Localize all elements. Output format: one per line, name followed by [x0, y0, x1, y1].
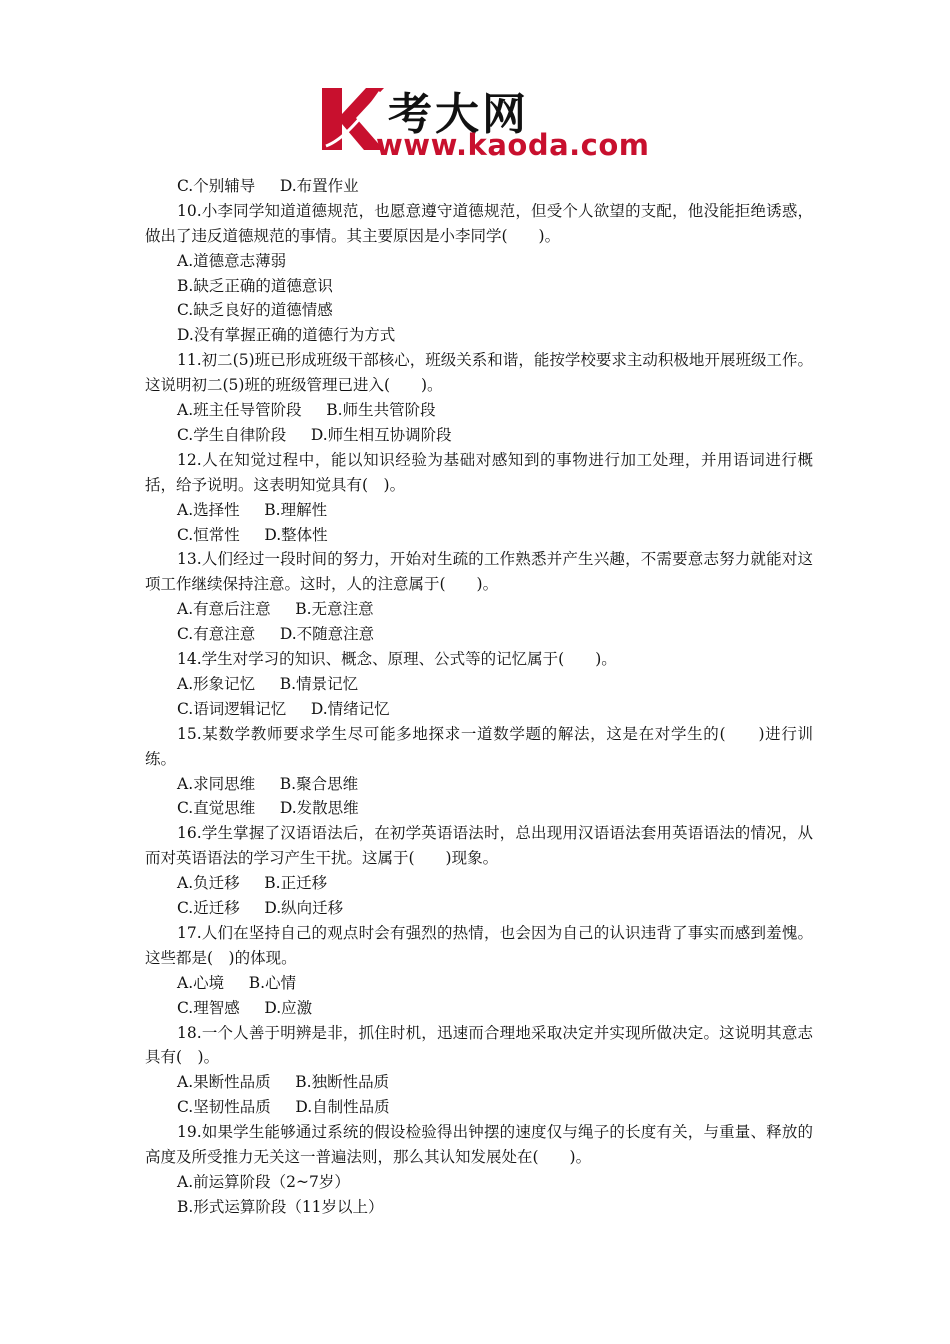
question-16: 16.学生掌握了汉语语法后，在初学英语语法时，总出现用汉语语法套用英语语法的情况，从而对英语语法的学习产生干扰。这属于( )现象。 — [145, 824, 813, 868]
option-line: A.求同思维 B.聚合思维 — [177, 774, 359, 793]
option-line: C.学生自律阶段 D.师生相互协调阶段 — [177, 425, 452, 444]
question-content — [145, 174, 813, 1220]
question-13: 13.人们经过一段时间的努力，开始对生疏的工作熟悉并产生兴趣，不需要意志努力就能对这项工作继续保持注意。这时，人的注意属于( )。 — [145, 550, 813, 594]
option-line: A.选择性 B.理解性 — [177, 500, 328, 519]
question-19: 19.如果学生能够通过系统的假设检验得出钟摆的速度仅与绳子的长度有关，与重量、释放的高度及所受推力无关这一普遍法则，那么其认知发展处在( )。 — [145, 1123, 813, 1167]
option-line: B.缺乏正确的道德意识 — [177, 276, 333, 295]
option-line: A.负迁移 B.正迁移 — [177, 874, 328, 893]
option-line: A.形象记忆 B.情景记忆 — [177, 674, 359, 693]
option-line: A.果断性品质 B.独断性品质 — [177, 1073, 390, 1092]
question-10: 10.小李同学知道道德规范，也愿意遵守道德规范，但受个人欲望的支配，他没能拒绝诱惑，做出了违反道德规范的事情。其主要原因是小李同学( )。 — [145, 201, 813, 245]
option-line: C.缺乏良好的道德情感 — [177, 301, 333, 320]
option-line: A.有意后注意 B.无意注意 — [177, 600, 374, 619]
option-line: C.语词逻辑记忆 D.情绪记忆 — [177, 699, 390, 718]
option-line: C.理智感 D.应激 — [177, 998, 313, 1017]
option-line: A.前运算阶段（2~7岁） — [177, 1172, 350, 1191]
option-line: C.直觉思维 D.发散思维 — [177, 799, 359, 818]
logo-url-text: www.kaoda.com — [376, 128, 650, 162]
option-line: D.没有掌握正确的道德行为方式 — [177, 326, 396, 345]
option-line: C.恒常性 D.整体性 — [177, 525, 328, 544]
option-line: A.道德意志薄弱 — [177, 251, 287, 270]
option-line: C.个别辅导 D.布置作业 — [177, 177, 359, 195]
option-line: C.坚韧性品质 D.自制性品质 — [177, 1098, 390, 1117]
option-line: B.形式运算阶段（11岁以上） — [177, 1197, 384, 1216]
logo-chinese-text: 考大网 — [388, 89, 529, 140]
question-14: 14.学生对学习的知识、概念、原理、公式等的记忆属于( )。 — [177, 650, 617, 669]
option-line: A.班主任导管阶段 B.师生共管阶段 — [177, 401, 436, 420]
question-15: 15.某数学教师要求学生尽可能多地探求一道数学题的解法，这是在对学生的( )进行训练。 — [145, 724, 813, 768]
option-line: A.心境 B.心情 — [177, 973, 297, 992]
option-line: C.有意注意 D.不随意注意 — [177, 625, 375, 644]
question-11: 11.初二(5)班已形成班级干部核心，班级关系和谐，能按学校要求主动积极地开展班级工作。这说明初二(5)班的班级管理已进入( )。 — [145, 351, 813, 395]
question-12: 12.人在知觉过程中，能以知识经验为基础对感知到的事物进行加工处理，并用语词进行概括，给予说明。这表明知觉具有( )。 — [145, 450, 813, 494]
question-17: 17.人们在坚持自己的观点时会有强烈的热情，也会因为自己的认识违背了事实而感到羞愧。这些都是( )的体现。 — [145, 923, 813, 967]
kaoda-logo — [318, 84, 648, 160]
question-18: 18.一个人善于明辨是非，抓住时机，迅速而合理地采取决定并实现所做决定。这说明其意志具有( )。 — [145, 1023, 813, 1067]
option-line: C.近迁移 D.纵向迁移 — [177, 899, 344, 918]
